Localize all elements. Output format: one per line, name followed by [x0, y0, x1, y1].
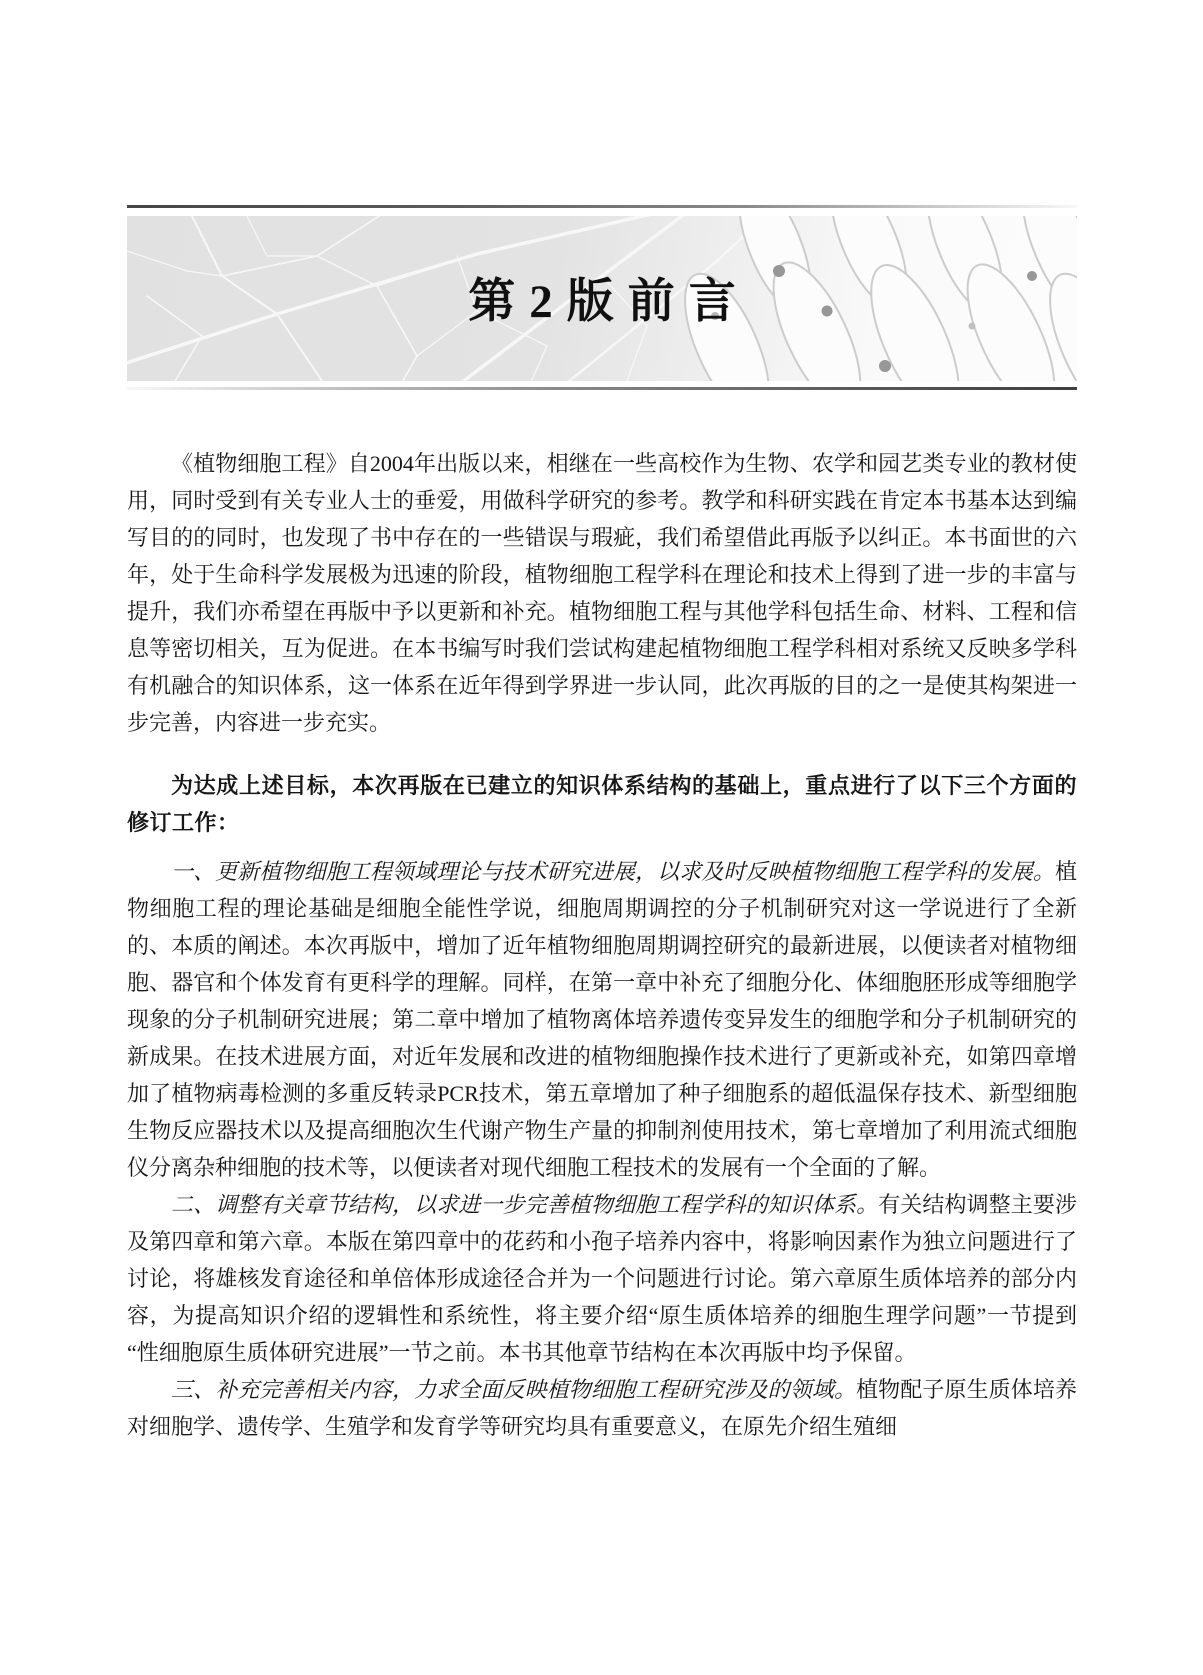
revision-item-2-text: 有关结构调整主要涉及第四章和第六章。本版在第四章中的花药和小孢子培养内容中，将影响因素作为独立问题进行了讨论，将雄核发育途径和单倍体形成途径合并为一个问题进行讨论。第六章原生质体培养的部分内容，为提高知识介绍的逻辑性和系统性，将主要介绍“原生质体培养的细胞生理学问题”一节提到“性细胞原生质体研究进展”一节之前。本书其他章节结构在本次再版中均予保留。	[127, 1192, 1077, 1365]
chapter-banner	[127, 216, 1077, 381]
revision-item-1-lead: 一、更新植物细胞工程领域理论与技术研究进展，以求及时反映植物细胞工程学科的发展。	[171, 859, 1055, 884]
revision-item-3-text: 植物配子原生质体培养对细胞学、遗传学、生殖学和发育学等研究均具有重要意义，在原先介绍生殖细	[127, 1377, 1077, 1439]
revision-item-2-lead: 二、调整有关章节结构，以求进一步完善植物细胞工程学科的知识体系。	[171, 1192, 879, 1217]
header-rule-bottom	[127, 387, 1077, 390]
page-title: 第2版前言	[468, 275, 750, 328]
revision-item-1	[127, 853, 1077, 1186]
revision-item-3	[127, 1371, 1077, 1445]
revision-item-3-lead: 三、补充完善相关内容，力求全面反映植物细胞工程研究涉及的领域。	[171, 1377, 857, 1402]
header-rule-top	[127, 205, 1077, 208]
preface-paragraph-goal: 为达成上述目标，本次再版在已建立的知识体系结构的基础上，重点进行了以下三个方面的修订工作：	[127, 773, 1077, 835]
preface-body	[127, 445, 1077, 1445]
preface-paragraph-1: 《植物细胞工程》自2004年出版以来，相继在一些高校作为生物、农学和园艺类专业的教材使用，同时受到有关专业人士的垂爱，用做科学研究的参考。教学和科研实践在肯定本书基本达到编写目的的同时，也发现了书中存在的一些错误与瑕疵，我们希望借此再版予以纠正。本书面世的六年，处于生命科学发展极为迅速的阶段，植物细胞工程学科在理论和技术上得到了进一步的丰富与提升，我们亦希望在再版中予以更新和补充。植物细胞工程与其他学科包括生命、材料、工程和信息等密切相关，互为促进。在本书编写时我们尝试构建起植物细胞工程学科相对系统又反映多学科有机融合的知识体系，这一体系在近年得到学界进一步认同，此次再版的目的之一是使其构架进一步完善，内容进一步充实。	[127, 451, 1077, 735]
page-content	[127, 205, 1077, 1445]
revision-item-2	[127, 1186, 1077, 1371]
revision-item-1-text: 植物细胞工程的理论基础是细胞全能性学说，细胞周期调控的分子机制研究对这一学说进行了全新的、本质的阐述。本次再版中，增加了近年植物细胞周期调控研究的最新进展，以便读者对植物细胞、器官和个体发育有更科学的理解。同样，在第一章中补充了细胞分化、体细胞胚形成等细胞学现象的分子机制研究进展；第二章中增加了植物离体培养遗传变异发生的细胞学和分子机制研究的新成果。在技术进展方面，对近年发展和改进的植物细胞操作技术进行了更新或补充，如第四章增加了植物病毒检测的多重反转录PCR技术，第五章增加了种子细胞系的超低温保存技术、新型细胞生物反应器技术以及提高细胞次生代谢产物生产量的抑制剂使用技术，第七章增加了利用流式细胞仪分离杂种细胞的技术等，以便读者对现代细胞工程技术的发展有一个全面的了解。	[127, 859, 1077, 1180]
